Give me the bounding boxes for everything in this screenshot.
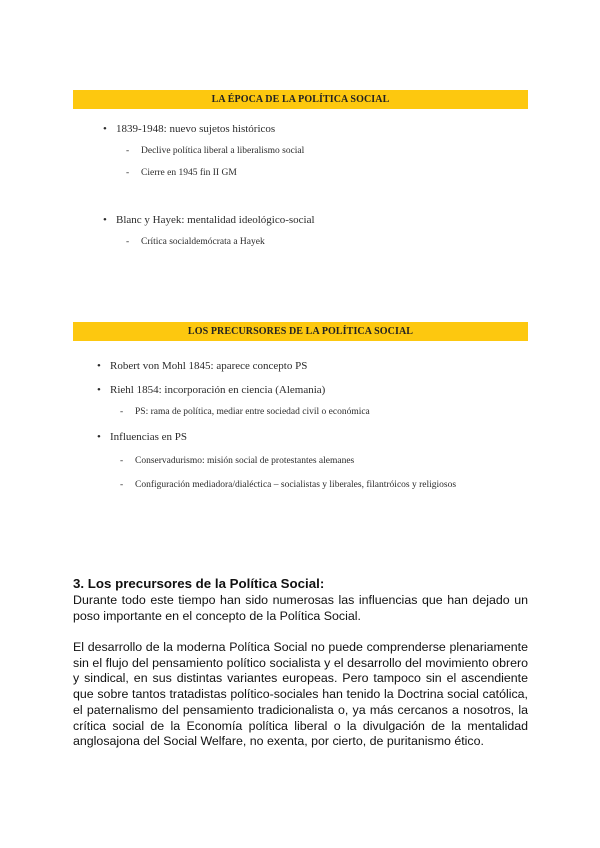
slide1-subbullet-1-1: - Declive política liberal a liberalismo social <box>141 146 304 156</box>
paragraph-1: Durante todo este tiempo han sido numerosas las influencias que han dejado un poso importante en el concepto de la Política Social. <box>73 593 528 623</box>
slide2-bullet-2: • Riehl 1854: incorporación en ciencia (Alemania) <box>110 384 325 396</box>
slide1-bullet-2: • Blanc y Hayek: mentalidad ideológico-social <box>116 214 315 226</box>
slide1-bullet-1: • 1839-1948: nuevo sujetos históricos <box>116 123 275 135</box>
slide2-subbullet-3-2: - Configuración mediadora/dialéctica – socialistas y liberales, filantróicos y religiosos <box>135 480 456 490</box>
slide2-title-banner: LOS PRECURSORES DE LA POLÍTICA SOCIAL <box>73 322 528 341</box>
slide1-title-banner: LA ÉPOCA DE LA POLÍTICA SOCIAL <box>73 90 528 109</box>
slide2-bullet-1: • Robert von Mohl 1845: aparece concepto PS <box>110 360 307 372</box>
slide1-subbullet-1-2: - Cierre en 1945 fin II GM <box>141 168 237 178</box>
slide1-subbullet-2-1: - Crítica socialdemócrata a Hayek <box>141 237 265 247</box>
slide2-subbullet-3-1: - Conservadurismo: misión social de protestantes alemanes <box>135 456 354 466</box>
paragraph-2: El desarrollo de la moderna Política Social no puede comprenderse plenariamente sin el flujo del pensamiento político socialista y el desarrollo del movimiento obrero y sindical, en sus distintas variantes europeas. Pero tampoco sin el ascendiente que sobre tantos tratadistas político-sociales han tenido la Doctrina social católica, el paternalismo del pensamiento tradicionalista o, ya más cercanos a nosotros, la crítica social de la Economía política liberal o la divulgación de la mentalidad anglosajona del Social Welfare, no exenta, por cierto, de puritanismo ético. <box>73 640 528 749</box>
slide2-bullet-3: • Influencias en PS <box>110 431 187 443</box>
slide2-subbullet-2-1: - PS: rama de política, mediar entre sociedad civil o económica <box>135 407 370 417</box>
section-heading: 3. Los precursores de la Política Social: <box>73 576 325 591</box>
